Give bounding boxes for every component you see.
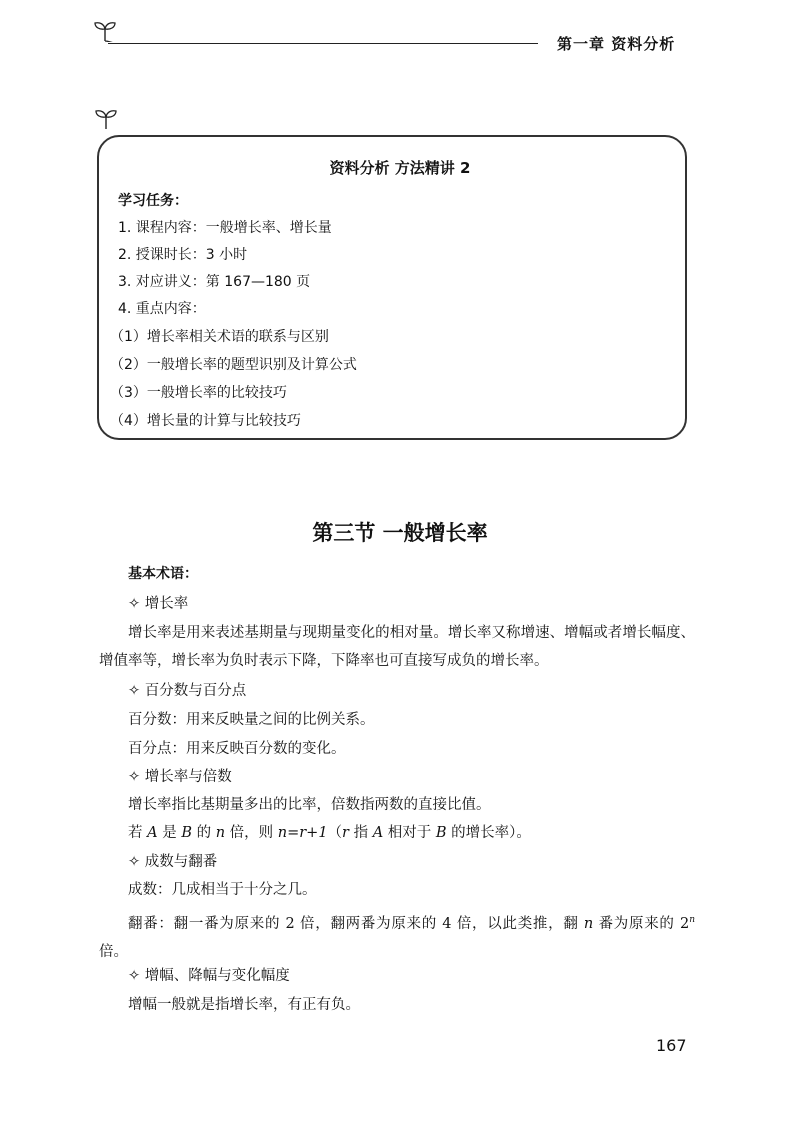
chapter-header: 第一章 资料分析 (557, 35, 676, 53)
task-line: 4. 重点内容： (118, 301, 206, 317)
task-line: （1）增长率相关术语的联系与区别 (110, 329, 329, 345)
sprout-icon (92, 20, 118, 42)
formula-line: 若 A 是 B 的 n 倍，则 n=r+1（r 指 A 相对于 B 的增长率）。 (128, 825, 531, 841)
term-heading: ✧ 成数与翻番 (128, 854, 218, 870)
page-number: 167 (656, 1036, 687, 1055)
task-line: 1. 课程内容：一般增长率、增长量 (118, 220, 332, 236)
task-line: （3）一般增长率的比较技巧 (110, 385, 287, 401)
task-line: 3. 对应讲义：第 167—180 页 (118, 274, 311, 290)
text-line: 百分数：用来反映量之间的比例关系。 (128, 712, 375, 728)
term-heading: ✧ 增幅、降幅与变化幅度 (128, 968, 290, 984)
text-line: 成数：几成相当于十分之几。 (128, 882, 317, 898)
paragraph: 增长率是用来表述基期量与现期量变化的相对量。增长率又称增速、增幅或者增长幅度、增值率等，增长率为负时表示下降，下降率也可直接写成负的增长率。 (99, 625, 695, 669)
term-heading: ✧ 百分数与百分点 (128, 683, 247, 699)
term-heading: ✧ 增长率 (128, 596, 189, 612)
text-line: 增幅一般就是指增长率，有正有负。 (128, 997, 360, 1013)
task-line: （4）增长量的计算与比较技巧 (110, 413, 301, 429)
box-title: 资料分析 方法精讲 2 (329, 159, 471, 177)
task-heading: 学习任务： (118, 193, 188, 209)
text-line: 百分点：用来反映百分数的变化。 (128, 741, 346, 757)
paragraph: 翻番：翻一番为原来的 2 倍，翻两番为原来的 4 倍，以此类推，翻 n 番为原来的 2$^n$ 倍。 (99, 915, 696, 960)
sprout-icon (93, 108, 119, 130)
terms-heading: 基本术语： (128, 566, 198, 582)
text-line: 增长率指比基期量多出的比率，倍数指两数的直接比值。 (128, 797, 491, 813)
task-line: 2. 授课时长：3 小时 (118, 247, 248, 263)
term-heading: ✧ 增长率与倍数 (128, 769, 232, 785)
task-line: （2）一般增长率的题型识别及计算公式 (110, 357, 357, 373)
header-rule (108, 43, 538, 44)
section-title: 第三节 一般增长率 (312, 520, 488, 545)
